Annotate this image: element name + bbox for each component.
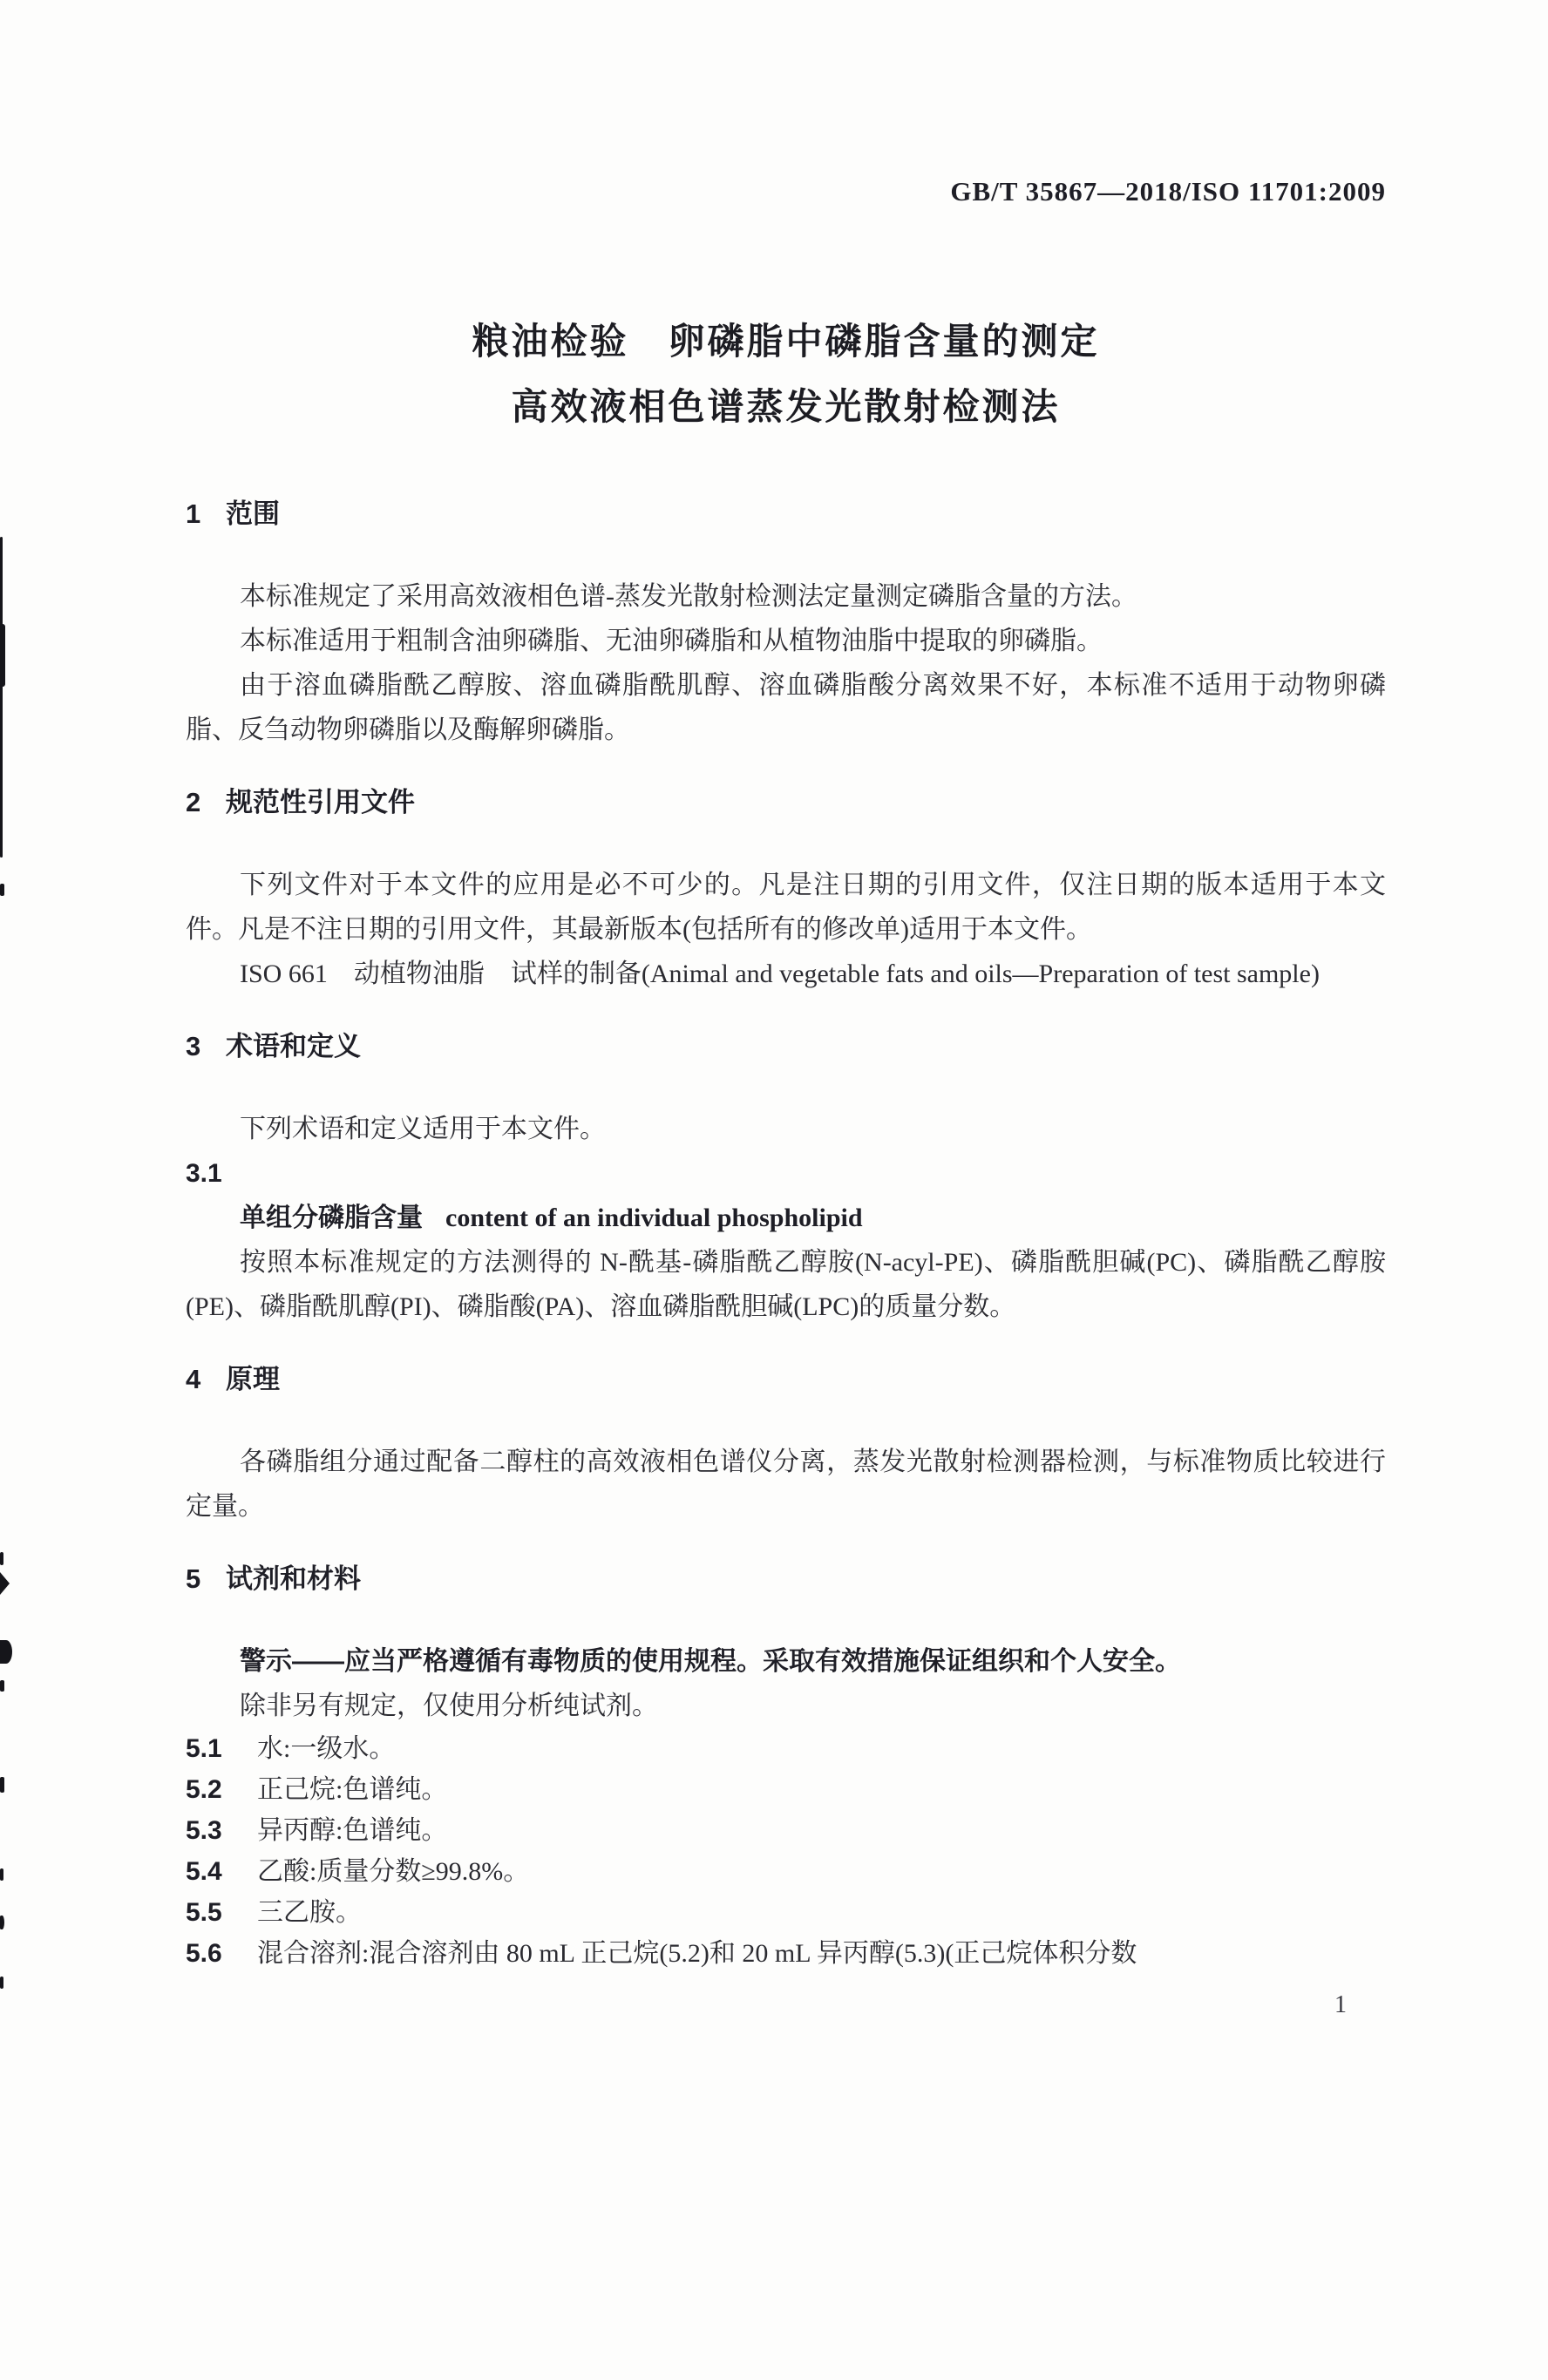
warning-text: 警示——应当严格遵循有毒物质的使用规程。采取有效措施保证组织和个人安全。 xyxy=(240,1647,1181,1676)
doc-title-line1: 粮油检验 卵磷脂中磷脂含量的测定 xyxy=(472,321,1100,362)
section-title: 范围 xyxy=(226,498,280,529)
section-number: 3 xyxy=(186,1031,201,1061)
clause-text: 三乙胺。 xyxy=(257,1898,362,1927)
term-definition: 按照本标准规定的方法测得的 N-酰基-磷脂酰乙醇胺(N-acyl-PE)、磷脂酰胆碱(PC)、磷脂酰乙醇胺(PE)、磷脂酰肌醇(PI)、磷脂酸(PA)、溶血磷脂酰胆碱(LPC)的质量分数。 xyxy=(186,1248,1386,1321)
clause-number: 5.2 xyxy=(186,1775,222,1804)
section-number: 2 xyxy=(186,787,201,817)
document-page xyxy=(0,171,1548,2380)
scan-artifact-edge-blob xyxy=(0,624,5,687)
scan-artifact-dot xyxy=(0,884,4,896)
clause-item xyxy=(186,1892,1386,1933)
section-title: 试剂和材料 xyxy=(226,1563,361,1594)
scan-artifact-edge-line xyxy=(0,537,3,858)
section-number: 5 xyxy=(186,1563,201,1594)
scan-artifact-tick xyxy=(0,1680,4,1692)
paragraph: 各磷脂组分通过配备二醇柱的高效液相色谱仪分离，蒸发光散射检测器检测，与标准物质比较进行定量。 xyxy=(186,1448,1386,1521)
clause-item xyxy=(186,1851,1386,1892)
standard-code: GB/T 35867—2018/ISO 11701:2009 xyxy=(950,176,1386,207)
clause-number: 5.4 xyxy=(186,1857,222,1886)
scan-artifact-tick xyxy=(0,1977,3,1989)
section-number: 1 xyxy=(186,498,201,529)
section-title: 术语和定义 xyxy=(226,1031,361,1061)
term-number: 3.1 xyxy=(186,1159,222,1188)
scan-artifact-dash xyxy=(0,1868,3,1881)
section-title: 规范性引用文件 xyxy=(226,787,415,817)
page-number: 1 xyxy=(1334,1991,1347,2018)
document-title xyxy=(186,309,1386,439)
term-en: content of an individual phospholipid xyxy=(445,1204,863,1232)
scan-artifact-dash xyxy=(0,1916,4,1929)
paragraph: 下列术语和定义适用于本文件。 xyxy=(240,1115,606,1143)
section-heading-normative-references xyxy=(186,780,1386,824)
term-line xyxy=(186,1196,1386,1240)
clause-item xyxy=(186,1810,1386,1851)
paragraph: 除非另有规定，仅使用分析纯试剂。 xyxy=(240,1692,658,1720)
paragraph: 下列文件对于本文件的应用是必不可少的。凡是注日期的引用文件，仅注日期的版本适用于本文件。凡是不注日期的引用文件，其最新版本(包括所有的修改单)适用于本文件。 xyxy=(186,871,1386,944)
scan-artifact-tick xyxy=(0,1552,3,1565)
term-zh: 单组分磷脂含量 xyxy=(240,1204,423,1232)
clause-text: 正己烷:色谱纯。 xyxy=(257,1775,448,1804)
clause-text: 混合溶剂:混合溶剂由 80 mL 正己烷(5.2)和 20 mL 异丙醇(5.3)(正己烷体积分数 xyxy=(257,1939,1137,1968)
section-heading-reagents-materials xyxy=(186,1556,1386,1601)
clause-text: 水:一级水。 xyxy=(257,1734,396,1763)
paragraph: 本标准规定了采用高效液相色谱-蒸发光散射检测法定量测定磷脂含量的方法。 xyxy=(240,582,1137,611)
paragraph: 由于溶血磷脂酰乙醇胺、溶血磷脂酰肌醇、溶血磷脂酸分离效果不好，本标准不适用于动物卵磷脂、反刍动物卵磷脂以及酶解卵磷脂。 xyxy=(186,671,1386,744)
scan-artifact-blob xyxy=(0,1640,12,1664)
clause-item xyxy=(186,1769,1386,1810)
paragraph: ISO 661 动植物油脂 试样的制备(Animal and vegetable fats and oils—Preparation of test sample) xyxy=(240,959,1320,988)
section-heading-scope xyxy=(186,492,1386,536)
clause-number: 5.5 xyxy=(186,1898,222,1927)
section-number: 4 xyxy=(186,1364,201,1394)
clause-number: 5.3 xyxy=(186,1816,222,1845)
section-heading-principle xyxy=(186,1357,1386,1401)
scan-artifact-dash xyxy=(0,1777,4,1793)
clause-number: 5.6 xyxy=(186,1939,222,1968)
doc-title-line2: 高效液相色谱蒸发光散射检测法 xyxy=(511,386,1061,427)
clause-text: 异丙醇:色谱纯。 xyxy=(257,1816,448,1845)
section-title: 原理 xyxy=(226,1364,280,1394)
clause-item xyxy=(186,1933,1386,1974)
clause-text: 乙酸:质量分数≥99.8%。 xyxy=(257,1857,530,1886)
scan-artifact-arrow xyxy=(0,1572,10,1595)
paragraph: 本标准适用于粗制含油卵磷脂、无油卵磷脂和从植物油脂中提取的卵磷脂。 xyxy=(240,627,1103,655)
clause-item xyxy=(186,1728,1386,1769)
clause-number: 5.1 xyxy=(186,1734,222,1763)
section-heading-terms-definitions xyxy=(186,1024,1386,1068)
